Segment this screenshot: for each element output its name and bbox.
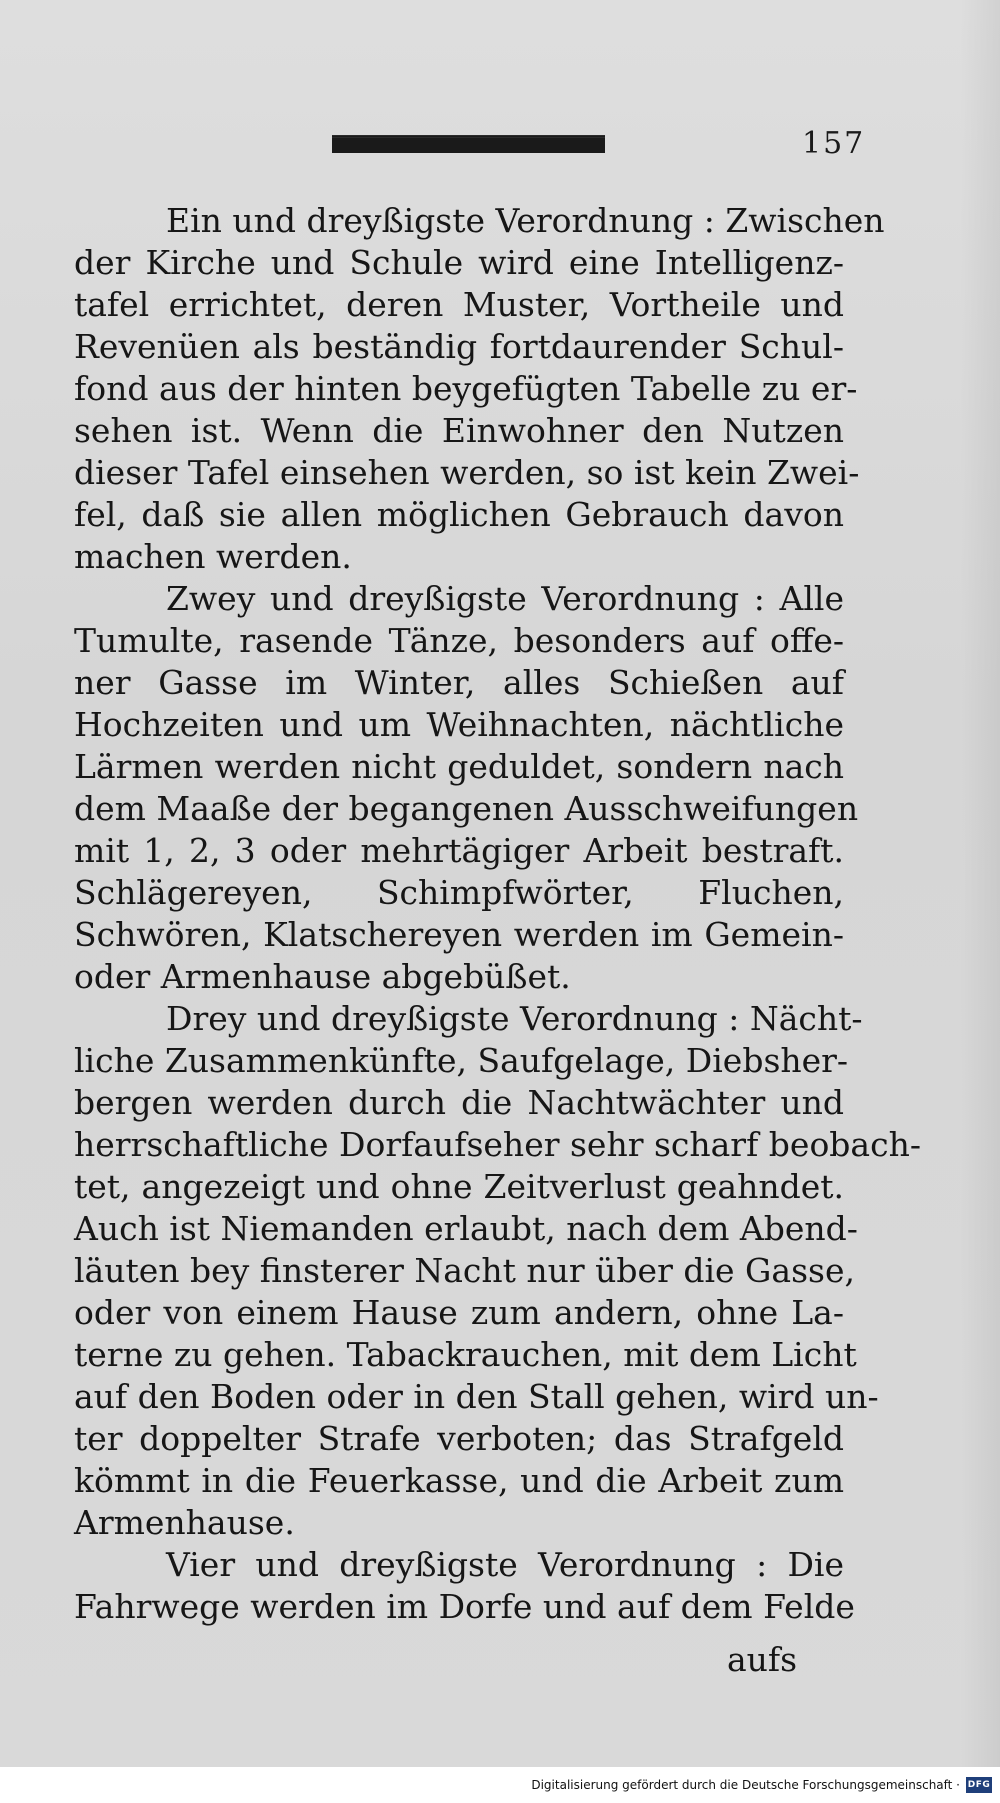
text-line: Lärmen werden nicht geduldet, sondern nach	[74, 747, 844, 786]
text-line: Schwören, Klatschereyen werden im Gemein-	[74, 915, 844, 954]
text-line: fel, daß sie allen möglichen Gebrauch davon	[74, 495, 844, 534]
text-line: Revenüen als beständig fortdaurender Schul-	[74, 327, 844, 366]
text-line: herrschaftliche Dorfaufseher sehr scharf beobach-	[74, 1125, 921, 1164]
text-line: ner Gasse im Winter, alles Schießen auf	[74, 663, 844, 702]
page-number: 157	[802, 126, 866, 161]
text-line: Auch ist Niemanden erlaubt, nach dem Abend-	[74, 1209, 858, 1248]
text-line: fond aus der hinten beygefügten Tabelle zu er-	[74, 369, 858, 408]
text-line: oder von einem Hause zum andern, ohne La-	[74, 1293, 844, 1332]
text-line: bergen werden durch die Nachtwächter und	[74, 1083, 844, 1122]
text-line: tafel errichtet, deren Muster, Vortheile und	[74, 285, 844, 324]
text-line: terne zu gehen. Tabackrauchen, mit dem Licht	[74, 1335, 857, 1374]
text-line: mit 1, 2, 3 oder mehrtägiger Arbeit bestraft.	[74, 831, 844, 870]
credit-text: Digitalisierung gefördert durch die Deutsche Forschungsgemeinschaft ·	[531, 1778, 960, 1792]
text-line: Vier und dreyßigste Verordnung : Die	[166, 1545, 844, 1584]
text-line: Armenhause.	[74, 1503, 295, 1542]
text-line: tet, angezeigt und ohne Zeitverlust geahndet.	[74, 1167, 844, 1206]
digitization-credit	[531, 1773, 992, 1797]
text-line: Ein und dreyßigste Verordnung : Zwischen	[166, 201, 885, 240]
text-line: ter doppelter Strafe verboten; das Strafgeld	[74, 1419, 844, 1458]
header-rule	[332, 135, 605, 153]
text-line: Hochzeiten und um Weihnachten, nächtliche	[74, 705, 844, 744]
text-line: der Kirche und Schule wird eine Intelligenz-	[74, 243, 844, 282]
body-text	[74, 200, 921, 1628]
dfg-logo-icon: DFG	[966, 1777, 992, 1793]
catchword: aufs	[727, 1640, 798, 1679]
text-line: machen werden.	[74, 537, 352, 576]
text-line: läuten bey finsterer Nacht nur über die Gasse,	[74, 1251, 855, 1290]
text-line: Schlägereyen, Schimpfwörter, Fluchen,	[74, 873, 844, 912]
text-line: kömmt in die Feuerkasse, und die Arbeit zum	[74, 1461, 844, 1500]
text-line: Fahrwege werden im Dorfe und auf dem Felde	[74, 1587, 855, 1626]
text-line: oder Armenhause abgebüßet.	[74, 957, 571, 996]
text-line: dieser Tafel einsehen werden, so ist kein Zwei-	[74, 453, 860, 492]
text-line: liche Zusammenkünfte, Saufgelage, Diebsher-	[74, 1041, 849, 1080]
text-line: dem Maaße der begangenen Ausschweifungen	[74, 789, 859, 828]
text-line: Zwey und dreyßigste Verordnung : Alle	[166, 579, 844, 618]
text-line: sehen ist. Wenn die Einwohner den Nutzen	[74, 411, 844, 450]
text-line: Tumulte, rasende Tänze, besonders auf offe-	[74, 621, 844, 660]
text-line: Drey und dreyßigste Verordnung : Nächt-	[166, 999, 863, 1038]
text-line: auf den Boden oder in den Stall gehen, wird un-	[74, 1377, 879, 1416]
